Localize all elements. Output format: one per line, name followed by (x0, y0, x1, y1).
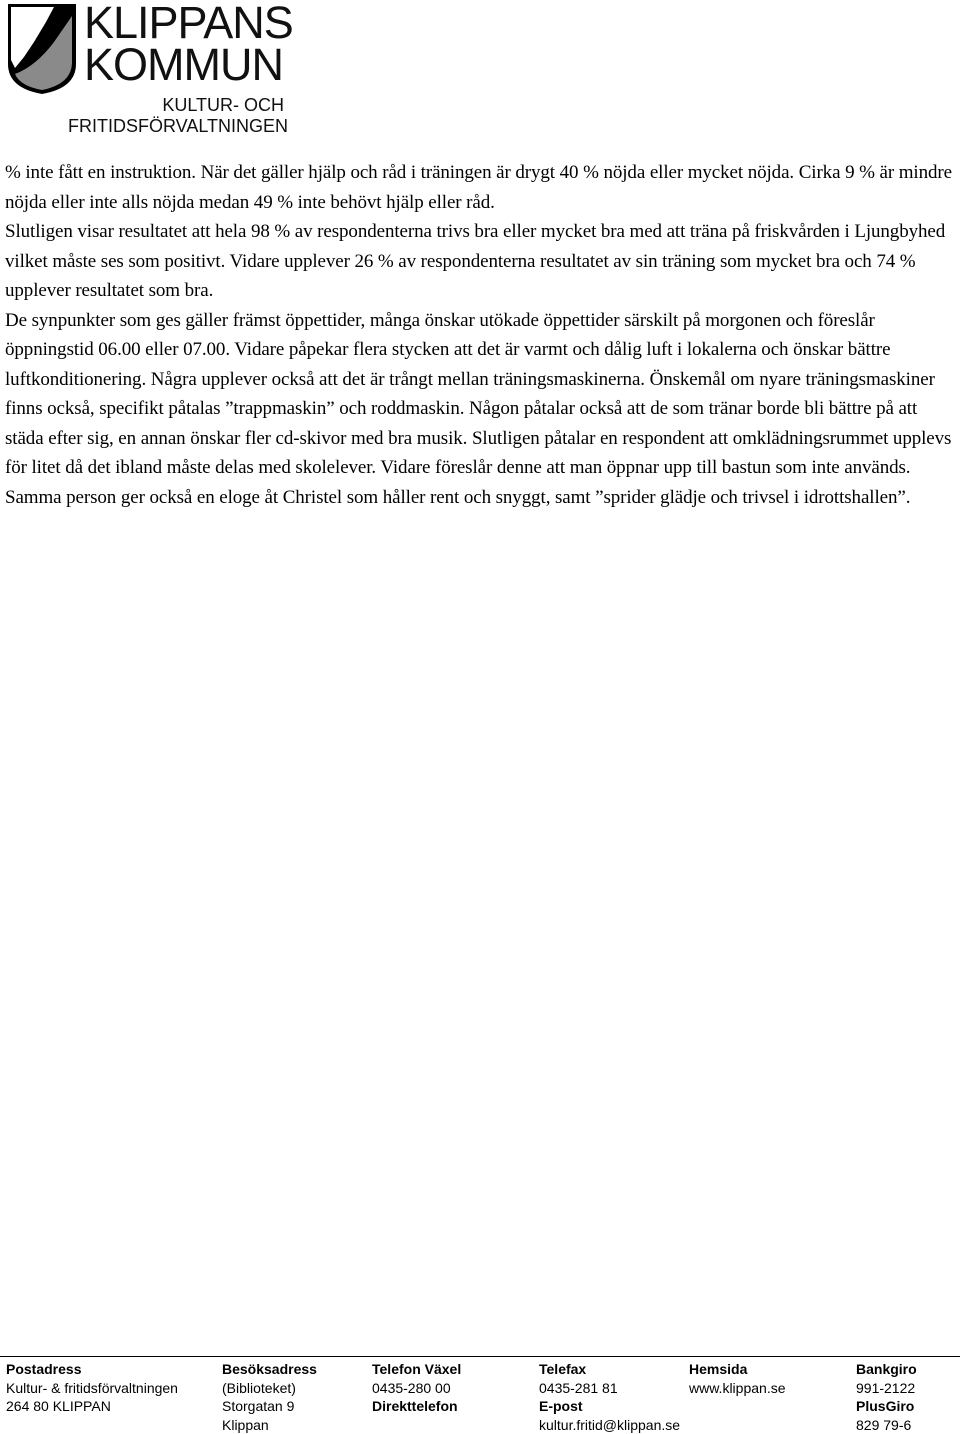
besoksadress-line-2: Storgatan 9 (222, 1397, 317, 1416)
footer-besoksadress (222, 1360, 317, 1434)
department-line-1: KULTUR- OCH (68, 95, 284, 116)
telefon-label: Telefon Växel (372, 1360, 461, 1379)
coat-of-arms-icon (6, 2, 78, 96)
document-body (5, 158, 955, 512)
hemsida-label: Hemsida (689, 1360, 786, 1379)
telefon-value: 0435-280 00 (372, 1379, 461, 1398)
direkttelefon-label: Direkttelefon (372, 1397, 461, 1416)
plusgiro-label: PlusGiro (856, 1397, 917, 1416)
logo-wordmark (84, 2, 293, 86)
footer-telefax (539, 1360, 680, 1434)
paragraph-3: De synpunkter som ges gäller främst öppettider, många önskar utökade öppettider särskilt på morgonen och föreslår öppningstid 06.00 eller 07.00. Vidare påpekar flera stycken att det är varmt och dålig luft i lokalerna och önskar bättre luftkonditionering. Några upplever också att det är trångt mellan träningsmaskinerna. Önskemål om nyare träningsmaskiner finns också, specifikt påtalas ”trappmaskin” och roddmaskin. Någon påtalar också att de som tränar borde bli bättre på att städa efter sig, en annan önskar fler cd-skivor med bra musik. Slutligen påtalar en respondent att omklädningsrummet upplevs för litet då det ibland måste delas med skolelever. Vidare föreslår denne att man öppnar upp till bastun som inte används. Samma person ger också en eloge åt Christel som håller rent och snyggt, samt ”sprider glädje och trivsel i idrottshallen”. (5, 306, 955, 513)
footer-hemsida (689, 1360, 786, 1397)
footer-bankgiro (856, 1360, 917, 1434)
logo-line-klippans: KLIPPANS (84, 2, 293, 44)
footer-postadress (6, 1360, 178, 1416)
postadress-label: Postadress (6, 1360, 178, 1379)
department-name (68, 95, 284, 137)
logo-line-kommun: KOMMUN (84, 44, 293, 86)
paragraph-1: % inte fått en instruktion. När det gäller hjälp och råd i träningen är drygt 40 % nöjda eller mycket nöjda. Cirka 9 % är mindre nöjda eller inte alls nöjda medan 49 % inte behövt hjälp eller råd. (5, 158, 955, 217)
bankgiro-label: Bankgiro (856, 1360, 917, 1379)
municipality-logo (6, 2, 296, 138)
besoksadress-label: Besöksadress (222, 1360, 317, 1379)
postadress-line-1: Kultur- & fritidsförvaltningen (6, 1379, 178, 1398)
telefax-label: Telefax (539, 1360, 680, 1379)
postadress-line-2: 264 80 KLIPPAN (6, 1397, 178, 1416)
plusgiro-value: 829 79-6 (856, 1416, 917, 1434)
bankgiro-value: 991-2122 (856, 1379, 917, 1398)
epost-label: E-post (539, 1397, 680, 1416)
besoksadress-line-3: Klippan (222, 1416, 317, 1434)
footer-divider (0, 1356, 960, 1357)
besoksadress-line-1: (Biblioteket) (222, 1379, 317, 1398)
epost-link[interactable]: kultur.fritid@klippan.se (539, 1416, 680, 1434)
hemsida-link[interactable]: www.klippan.se (689, 1379, 786, 1398)
paragraph-2: Slutligen visar resultatet att hela 98 % av respondenterna trivs bra eller mycket bra med att träna på friskvården i Ljungbyhed vilket måste ses som positivt. Vidare upplever 26 % av respondenterna resultatet av sin träning som mycket bra och 74 % upplever resultatet som bra. (5, 217, 955, 306)
department-line-2: FRITIDSFÖRVALTNINGEN (68, 116, 284, 137)
telefax-value: 0435-281 81 (539, 1379, 680, 1398)
footer-telefon (372, 1360, 461, 1416)
